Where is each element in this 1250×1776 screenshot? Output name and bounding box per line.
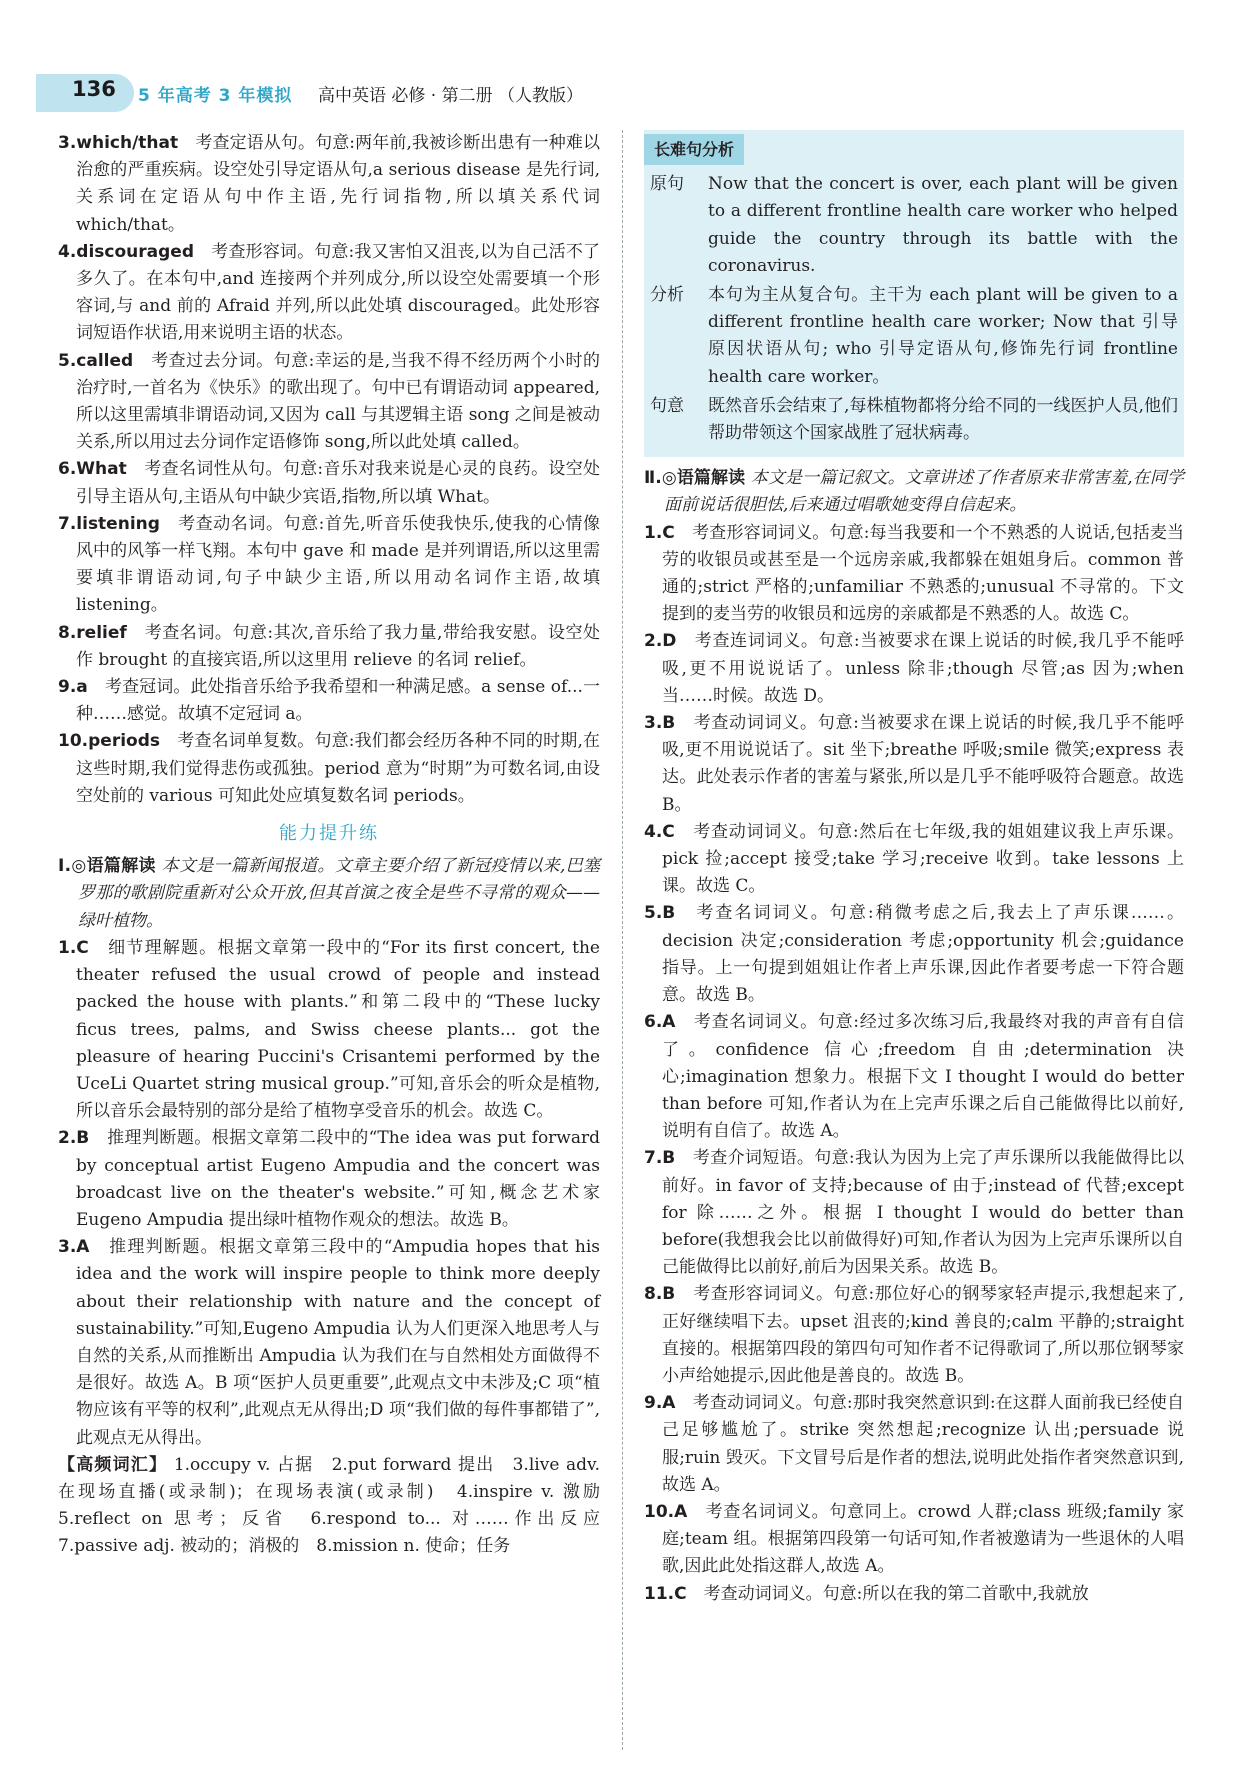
passage-summary-2	[644, 465, 1184, 519]
analysis-row	[650, 282, 1178, 391]
brand-title: 5 年高考 3 年模拟	[138, 86, 293, 106]
answer-explanation: 考查形容词词义。句意:那位好心的钢琴家轻声提示,我想起来了,正好继续唱下去。upset 沮丧的;kind 善良的;calm 平静的;straight 直接的。根据第四段的第四句可知作者不记得歌词了,所以那位钢琴家小声给她提示,因此他是善良的。故选 B。	[662, 1284, 1184, 1386]
answer-item	[644, 1009, 1184, 1145]
left-column	[58, 130, 617, 1561]
page-header	[0, 74, 1250, 112]
answer-item	[644, 520, 1184, 629]
sentence-analysis-box	[644, 130, 1184, 457]
answer-item	[58, 239, 600, 348]
answer-explanation: 考查形容词。句意:我又害怕又沮丧,以为自己活不了多久了。在本句中,and 连接两个并列成分,所以设空处需要填一个形容词,与 and 前的 Afraid 并列,所以此处填 discouraged。此处形容词短语作状语,用来说明主语的状态。	[76, 241, 600, 344]
answer-explanation: 考查名词词义。句意:稍微考虑之后,我去上了声乐课……。decision 决定;consideration 考虑;opportunity 机会;guidance 指导。上一句提到姐姐让作者上声乐课,因此作者要考虑一下符合题意。故选 B。	[662, 903, 1184, 1006]
original-label: 原句	[650, 174, 684, 195]
answer-key: 5.B	[644, 903, 676, 924]
analysis-label: 分析	[650, 285, 684, 306]
sentence-analysis-heading: 长难句分析	[644, 134, 744, 165]
section-title: 能力提升练	[279, 823, 379, 845]
right-column	[644, 130, 1184, 1608]
passage-text: 本文是一篇记叙文。文章讲述了作者原来非常害羞,在同学面前说话很胆怯,后来通过唱歌她变得自信起来。	[664, 468, 1184, 516]
answer-key: 4.C	[644, 821, 675, 842]
vocab-title: 【高频词汇】	[58, 1454, 168, 1475]
answer-key: 3.which/that	[58, 133, 179, 153]
answer-explanation: 考查过去分词。句意:幸运的是,当我不得不经历两个小时的治疗时,一首名为《快乐》的歌出现了。句中已有谓语动词 appeared,所以这里需填非谓语动词,又因为 call 与其逻辑主语 song 之间是被动关系,所以用过去分词作定语修饰 song,所以此处填 called。	[76, 350, 600, 453]
answer-explanation: 考查冠词。此处指音乐给予我希望和一种满足感。a sense of...一种……感觉。故填不定冠词 a。	[76, 677, 601, 725]
answer-item	[58, 1234, 600, 1452]
answer-item	[58, 620, 600, 674]
answer-key: 7.B	[644, 1148, 676, 1169]
answer-item	[644, 1499, 1184, 1581]
answer-explanation: 考查动词词义。句意:所以在我的第二首歌中,我就放	[703, 1583, 1089, 1604]
answer-item	[644, 1581, 1184, 1608]
answer-list-passage1	[58, 935, 600, 1452]
answer-explanation: 考查介词短语。句意:我认为因为上完了声乐课所以我能做得比以前好。in favor of 支持;because of 由于;instead of 代替;except for 除……之外。根据 I thought I would do better than before(我想我会比以前做得好)可知,作者认为因为上完声乐课所以自己能做得比以前好,前后为因果关系。故选 B。	[662, 1148, 1184, 1278]
answer-explanation: 考查名词单复数。句意:我们都会经历各种不同的时期,在这些时期,我们觉得悲伤或孤独。period 意为“时期”为可数名词,由设空处前的 various 可知此处应填复数名词 periods。	[76, 731, 601, 806]
answer-item	[644, 1390, 1184, 1499]
meaning-text: 既然音乐会结束了,每株植物都将分给不同的一线医护人员,他们帮助带领这个国家战胜了冠状病毒。	[708, 395, 1178, 444]
answer-key: 5.called	[58, 350, 134, 371]
answer-item	[58, 348, 600, 457]
answer-item	[58, 935, 600, 1125]
answer-key: 10.A	[644, 1501, 688, 1522]
meaning-label: 句意	[650, 395, 684, 416]
answer-item	[644, 819, 1184, 901]
vocab-text: 1.occupy v. 占据 2.put forward 提出 3.live adv. 在现场直播(或录制)；在现场表演(或录制) 4.inspire v. 激励 5.reflect on 思考；反省 6.respond to... 对……作出反应 7.passive adj. 被动的；消极的 8.mission n. 使命；任务	[58, 1454, 617, 1557]
answer-explanation: 考查动词词义。句意:然后在七年级,我的姐姐建议我上声乐课。pick 捡;accept 接受;take 学习;receive 收到。take lessons 上课。故选 C。	[662, 821, 1185, 897]
answer-key: 11.C	[644, 1583, 687, 1604]
answer-key: 4.discouraged	[58, 241, 194, 262]
answer-explanation: 推理判断题。根据文章第三段中的“Ampudia hopes that his idea and the work will inspire people to think more deeply about their relationship with nature and the concept of sustainability.”可知,Eugeno Ampudia 认为人们更深入地思考人与自然的关系,从而推断出 Ampudia 认为我们在与自然相处方面做得不是很好。故选 A。B 项“医护人员更重要”,此观点文中未涉及;C 项“植物应该有平等的权利”,此观点无从得出;D 项“我们做的每件事都错了”,此观点无从得出。	[76, 1237, 600, 1448]
answer-explanation: 推理判断题。根据文章第二段中的“The idea was put forward by conceptual artist Eugeno Ampudia and the concert was broadcast live on the theater's website.”可知,概念艺术家 Eugeno Ampudia 提出绿叶植物作观众的想法。故选 B。	[76, 1128, 600, 1230]
answer-explanation: 考查动词词义。句意:那时我突然意识到:在这群人面前我已经使自己足够尴尬了。strike 突然想起;recognize 认出;persuade 说服;ruin 毁灭。下文冒号后是作者的想法,说明此处指作者突然意识到,故选 A。	[662, 1393, 1184, 1495]
answer-item	[58, 511, 600, 620]
answer-key: 10.periods	[58, 731, 160, 752]
answer-key: 8.B	[644, 1284, 676, 1305]
answer-key: 9.a	[58, 677, 88, 698]
answer-explanation: 考查形容词词义。句意:每当我要和一个不熟悉的人说话,包括麦当劳的收银员或甚至是一个远房亲戚,我都躲在姐姐身后。common 普通的;strict 严格的;unfamiliar 不熟悉的;unusual 不寻常的。下文提到的麦当劳的收银员和远房的亲戚都是不熟悉的人。故选 C。	[662, 522, 1185, 625]
answer-item	[58, 728, 600, 810]
answer-item	[644, 710, 1184, 819]
answer-key: 2.B	[58, 1128, 90, 1149]
answer-explanation: 考查名词词义。句意:经过多次练习后,我最终对我的声音有自信了。confidence 信心;freedom 自由;determination 决心;imagination 想象力。根据下文 I thought I would do better than before 可知,作者认为在上完声乐课之后自己能做得比以前好,说明有自信了。故选 A。	[662, 1012, 1184, 1142]
answer-key: 1.C	[58, 937, 89, 958]
answer-item	[58, 1125, 600, 1234]
answer-key: 3.A	[58, 1237, 90, 1258]
answer-key: 9.A	[644, 1393, 676, 1414]
answer-explanation: 考查名词词义。句意同上。crowd 人群;class 班级;family 家庭;team 组。根据第四段第一句话可知,作者被邀请为一些退休的人唱歌,因此此处指这群人,故选 A。	[662, 1501, 1184, 1577]
answer-key: 1.C	[644, 522, 675, 543]
answer-key: 8.relief	[58, 622, 127, 643]
answer-item	[58, 674, 600, 728]
original-sentence: Now that the concert is over, each plant will be given to a different frontline health care worker who helped guide the country through its battle with the coronavirus.	[708, 174, 1178, 276]
book-subject: 高中英语 必修 · 第二册 （人教版）	[318, 86, 584, 106]
analysis-text: 本句为主从复合句。主干为 each plant will be given to a different frontline health care worker; Now that 引导原因状语从句; who 引导定语从句,修饰先行词 frontline health care worker。	[708, 285, 1178, 387]
answer-key: 6.What	[58, 459, 127, 480]
answer-explanation: 细节理解题。根据文章第一段中的“For its first concert, the theater refused the usual crowd of people and instead packed the house with plants.”和第二段中的“These lucky ficus trees, palms, and Swiss cheese plants... got the pleasure of hearing Puccini's Crisantemi performed by the UceLi Quartet string musical group.”可知,音乐会的听众是植物,所以音乐会最特别的部分是给了植物享受音乐的机会。故选 C。	[76, 937, 600, 1122]
answer-key: 6.A	[644, 1012, 676, 1033]
answer-key: 7.listening	[58, 513, 160, 534]
answer-key: 3.B	[644, 713, 676, 734]
passage-text: 本文是一篇新闻报道。文章主要介绍了新冠疫情以来,巴塞罗那的歌剧院重新对公众开放,但其首演之夜全是些不寻常的观众——绿叶植物。	[78, 856, 600, 931]
answer-item	[644, 628, 1184, 710]
answer-explanation: 考查定语从句。句意:两年前,我被诊断出患有一种难以治愈的严重疾病。设空处引导定语从句,a serious disease 是先行词,关系词在定语从句中作主语,先行词指物,所以填关系代词 which/that。	[76, 133, 600, 235]
answer-explanation: 考查动名词。句意:首先,听音乐使我快乐,使我的心情像风中的风筝一样飞翔。本句中 gave 和 made 是并列谓语,所以这里需要填非谓语动词,句子中缺少主语,所以用动名词作主语,故填 listening。	[76, 513, 600, 616]
answer-item	[58, 130, 600, 239]
answer-item	[644, 1281, 1184, 1390]
passage-summary-1	[58, 853, 600, 935]
answer-item	[58, 456, 600, 510]
answer-item	[644, 900, 1184, 1009]
answer-list-part1	[58, 130, 600, 810]
column-divider	[622, 130, 623, 1750]
answer-explanation: 考查名词性从句。句意:音乐对我来说是心灵的良药。设空处引导主语从句,主语从句中缺少宾语,指物,所以填 What。	[76, 459, 600, 507]
meaning-row	[650, 393, 1178, 447]
passage-title: Ⅱ.◎语篇解读	[644, 468, 746, 489]
answer-explanation: 考查名词。句意:其次,音乐给了我力量,带给我安慰。设空处作 brought 的直接宾语,所以这里用 relieve 的名词 relief。	[76, 622, 600, 670]
passage-title: Ⅰ.◎语篇解读	[58, 856, 156, 877]
answer-list-passage2	[644, 520, 1184, 1608]
answer-explanation: 考查动词词义。句意:当被要求在课上说话的时候,我几乎不能呼吸,更不用说说话了。sit 坐下;breathe 呼吸;smile 微笑;express 表达。此处表示作者的害羞与紧张,所以是几乎不能呼吸符合题意。故选 B。	[662, 713, 1185, 815]
page-number: 136	[72, 77, 116, 101]
answer-explanation: 考查连词词义。句意:当被要求在课上说话的时候,我几乎不能呼吸,更不用说说话了。unless 除非;though 尽管;as 因为;when 当……时候。故选 D。	[662, 631, 1185, 706]
answer-item	[644, 1145, 1184, 1281]
original-row	[650, 171, 1178, 280]
answer-key: 2.D	[644, 631, 677, 652]
vocab-block	[58, 1452, 617, 1561]
